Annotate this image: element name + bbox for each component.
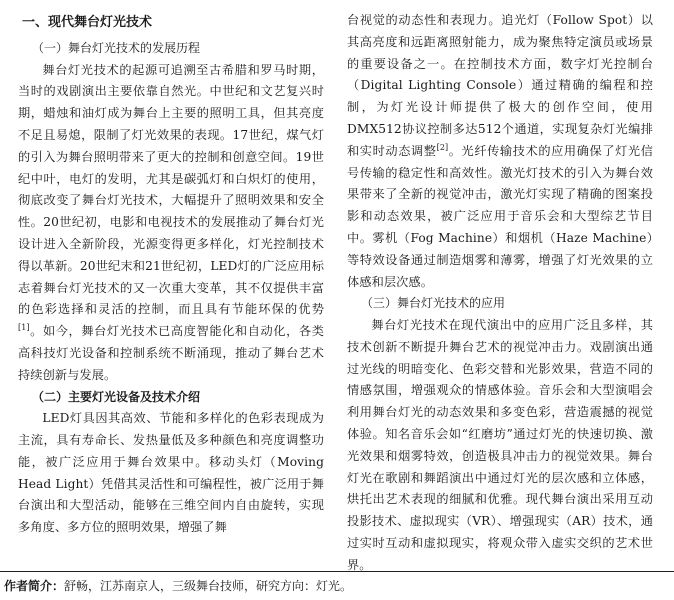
subsection-2-paragraph: LED灯具因其高效、节能和多样化的色彩表现成为主流，具有寿命长、发热量低及多种颜色和亮度调整功能，被广泛应用于舞台效果中。移动头灯（Moving Head Light）凭借其灵活性和可编程性，被广泛用于舞台演出和大型活动，能够在三维空间内自由旋转，实现多角度、多方位的照明效果，增强了舞 [18, 411, 324, 535]
subsection-3-paragraph: 舞台灯光技术在现代演出中的应用广泛且多样，其技术创新不断提升舞台艺术的视觉冲击力。戏剧演出通过光线的明暗变化、色彩交替和光影效果，营造不同的情感氛围，增强观众的情感体验。音乐会和大型演唱会利用舞台灯光的动态效果和多变色彩，营造震撼的视觉体验。知名音乐会如“红磨坊”通过灯光的快速切换、激光效果和烟雾特效，创造极具冲击力的视觉效果。舞台灯光在歌剧和舞蹈演出中通过灯光的层次感和立体感，烘托出艺术表现的细腻和优雅。现代舞台演出采用互动投影技术、虚拟现实（VR）、增强现实（AR）技术，通过实时互动和虚拟现实，将观众带入虚实交织的艺术世界。 [347, 317, 653, 572]
left-column [18, 10, 324, 539]
author-footnote [4, 577, 664, 595]
subsection-1-title: （一）舞台灯光技术的发展历程 [32, 41, 201, 55]
section-title: 一、现代舞台灯光技术 [22, 15, 153, 30]
subsection-3-title: （三）舞台灯光技术的应用 [361, 296, 506, 311]
footnote-divider [0, 571, 674, 572]
footnote-body: 舒畅，江苏南京人，三级舞台技师，研究方向：灯光。 [64, 579, 353, 593]
subsection-1-text-tail: 。如今，舞台灯光技术已高度智能化和自动化，各类高科技灯光设备和控制系统不断涌现，推动了舞台艺术持续创新与发展。 [18, 324, 324, 382]
subsection-2-text-cont-tail: 。光纤传输技术的应用确保了灯光信号传输的稳定性和高效性。激光灯技术的引入为舞台效果带来了全新的视觉冲击，激光灯实现了精确的图案投影和动态效果，被广泛应用于音乐会和大型综艺节目中。雾机（Fog Machine）和烟机（Haze Machine）等特效设备通过制造烟雾和薄雾，增强了灯光效果的立体感和层次感。 [347, 143, 653, 289]
subsection-1-text: 舞台灯光技术的起源可追溯至古希腊和罗马时期，当时的戏剧演出主要依靠自然光。中世纪和文艺复兴时期，蜡烛和油灯成为舞台上主要的照明工具，但其亮度不足且易熄，限制了灯光效果的表现。17世纪，煤气灯的引入为舞台照明带来了更大的控制和创意空间。19世纪中叶，电灯的发明，尤其是碳弧灯和白炽灯的使用，彻底改变了舞台灯光技术，大幅提升了照明效果和安全性。20世纪初，电影和电视技术的发展推动了舞台灯光设计进入全新阶段，光源变得更多样化，灯光控制技术得以革新。20世纪末和21世纪初，LED灯的广泛应用标志着舞台灯光技术的又一次重大变革，其不仅提供丰富的色彩选择和灵活的控制，而且具有节能环保的优势 [18, 62, 324, 317]
subsection-2-text-cont: 台视觉的动态性和表现力。追光灯（Follow Spot）以其高亮度和远距离照射能力，成为聚焦特定演员或场景的重要设备之一。在控制技术方面，数字灯光控制台（Digital Lighting Console）通过精确的编程和控制，为灯光设计师提供了极大的创作空间，使用DMX512协议控制多达512个通道，实现复杂灯光编排和实时动态调整 [347, 13, 653, 158]
citation-1[interactable]: [1] [18, 323, 30, 333]
subsection-2-paragraph-continued [347, 10, 653, 293]
subsection-2-title: （二）主要灯光设备及技术介绍 [32, 389, 201, 404]
right-column [347, 10, 653, 577]
subsection-1-paragraph [18, 60, 324, 387]
citation-2[interactable]: [2] [436, 142, 449, 152]
footnote-label: 作者简介： [4, 579, 65, 593]
